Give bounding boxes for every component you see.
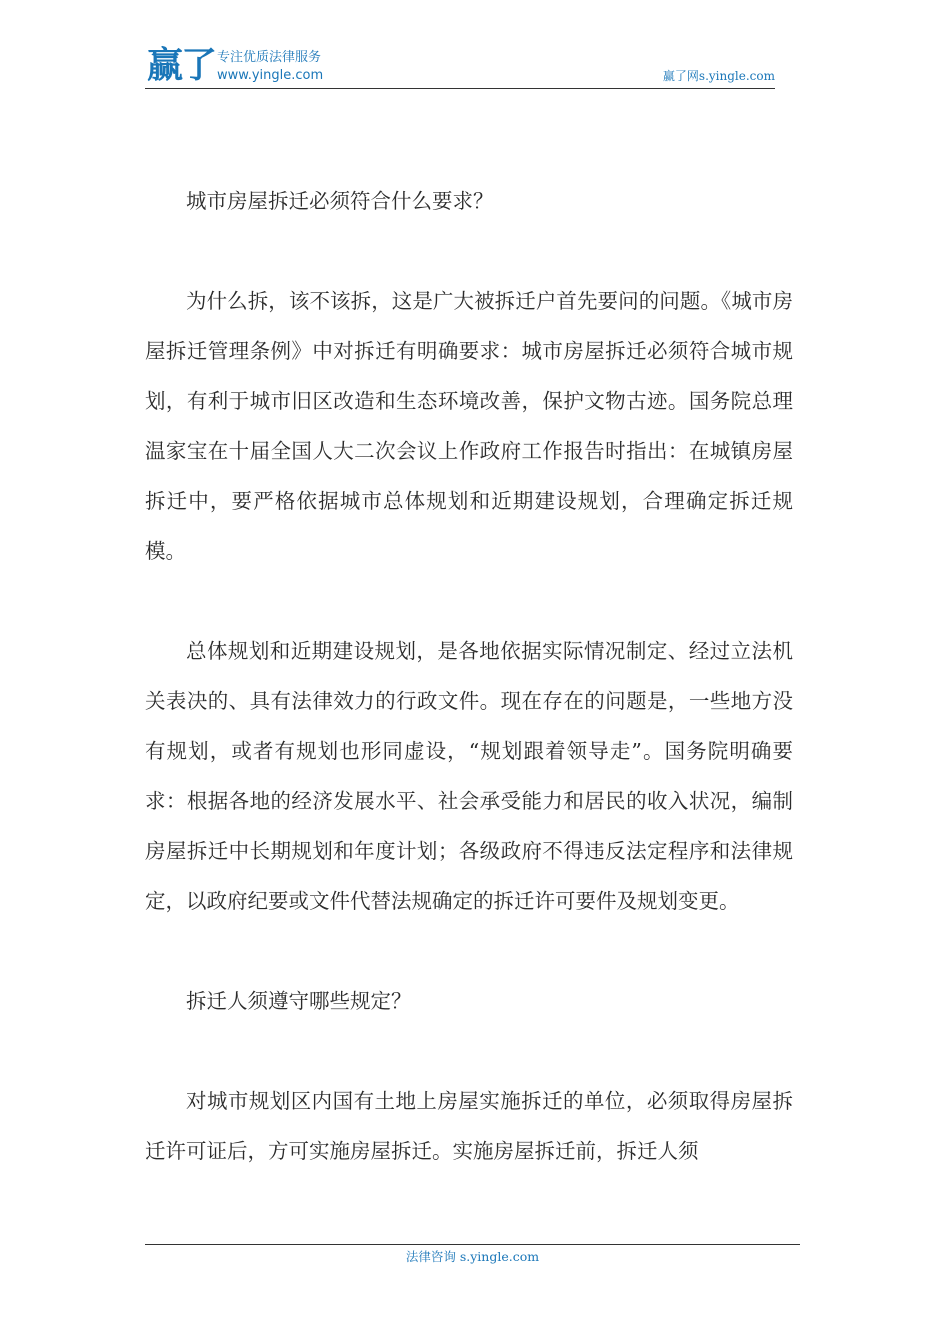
section-question-1: 城市房屋拆迁必须符合什么要求？ bbox=[186, 189, 494, 213]
paragraph-3: 对城市规划区内国有土地上房屋实施拆迁的单位，必须取得房屋拆迁许可证后，方可实施房屋拆迁。实施房屋拆迁前，拆迁人须 bbox=[145, 1089, 793, 1163]
footer-link[interactable]: 法律咨询 s.yingle.com bbox=[405, 1249, 540, 1264]
document-body bbox=[145, 176, 793, 1176]
header-site-link[interactable]: 赢了网s.yingle.com bbox=[662, 69, 775, 83]
section-question-2: 拆迁人须遵守哪些规定？ bbox=[186, 989, 412, 1013]
logo-slogan: 专注优质法律服务 bbox=[217, 50, 322, 65]
paragraph-2: 总体规划和近期建设规划，是各地依据实际情况制定、经过立法机关表决的、具有法律效力的行政文件。现在存在的问题是，一些地方没有规划，或者有规划也形同虚设，“规划跟着领导走”。国务院明确要求：根据各地的经济发展水平、社会承受能力和居民的收入状况，编制房屋拆迁中长期规划和年度计划；各级政府不得违反法定程序和法律规定，以政府纪要或文件代替法规确定的拆迁许可要件及规划变更。 bbox=[145, 639, 793, 913]
logo-mark: 赢了 bbox=[147, 45, 216, 86]
paragraph-1: 为什么拆，该不该拆，这是广大被拆迁户首先要问的问题。《城市房屋拆迁管理条例》中对拆迁有明确要求：城市房屋拆迁必须符合城市规划，有利于城市旧区改造和生态环境改善，保护文物古迹。国务院总理温家宝在十届全国人大二次会议上作政府工作报告时指出：在城镇房屋拆迁中，要严格依据城市总体规划和近期建设规划，合理确定拆迁规模。 bbox=[145, 289, 793, 563]
logo-url[interactable]: www.yingle.com bbox=[217, 68, 324, 83]
page-header bbox=[145, 46, 775, 89]
page-footer bbox=[145, 1244, 800, 1265]
